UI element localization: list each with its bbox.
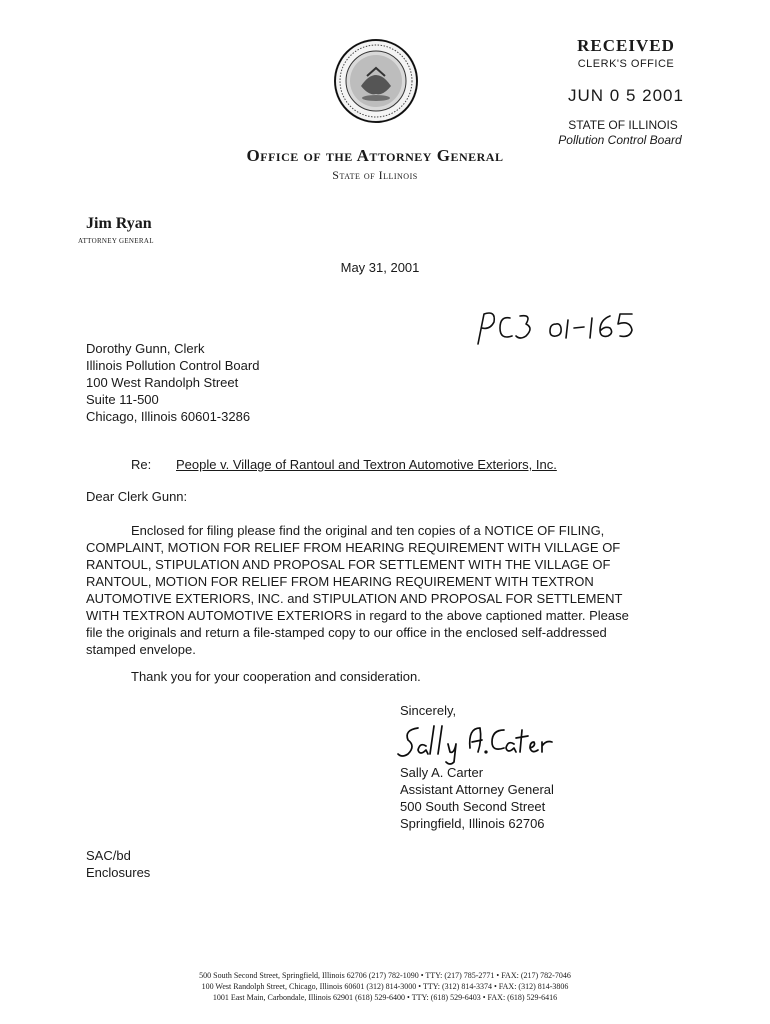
recipient-line: Illinois Pollution Control Board bbox=[86, 358, 260, 373]
signer-line: Springfield, Illinois 62706 bbox=[400, 816, 545, 831]
body-line: Enclosed for filing please find the original and ten copies of a NOTICE OF FILING, bbox=[131, 523, 605, 538]
letter-date: May 31, 2001 bbox=[340, 260, 420, 275]
footer-line: 100 West Randolph Street, Chicago, Illinois 60601 (312) 814-3000 • TTY: (312) 814-3374 • FAX: (312) 814-3806 bbox=[201, 982, 569, 991]
body-paragraph bbox=[86, 522, 656, 658]
recipient-line: Chicago, Illinois 60601-3286 bbox=[86, 409, 251, 424]
received-stamp-board: Pollution Control Board bbox=[558, 133, 682, 147]
recipient-address bbox=[86, 340, 259, 425]
recipient-line: Dorothy Gunn, Clerk bbox=[86, 341, 205, 356]
footer-line: 500 South Second Street, Springfield, Illinois 62706 (217) 782-1090 • TTY: (217) 785-2771 • FAX: (217) 782-7046 bbox=[199, 971, 571, 980]
salutation: Dear Clerk Gunn: bbox=[86, 489, 188, 504]
signer-block bbox=[400, 764, 554, 832]
body-line: COMPLAINT, MOTION FOR RELIEF FROM HEARING REQUIREMENT WITH VILLAGE OF bbox=[86, 540, 621, 555]
office-title-text: Office of the Attorney General bbox=[246, 146, 504, 165]
thanks-line: Thank you for your cooperation and consideration. bbox=[131, 669, 421, 684]
body-line: RANTOUL, STIPULATION AND PROPOSAL FOR SETTLEMENT WITH THE VILLAGE OF bbox=[86, 557, 611, 572]
body-line: stamped envelope. bbox=[86, 642, 196, 657]
handwritten-signature bbox=[396, 718, 556, 766]
handwritten-docket-note bbox=[470, 306, 650, 350]
signer-line: Assistant Attorney General bbox=[400, 782, 554, 797]
signer-line: Sally A. Carter bbox=[400, 765, 484, 780]
received-stamp-office: CLERK'S OFFICE bbox=[577, 58, 675, 70]
footer-addresses bbox=[0, 970, 770, 1003]
footer-line: 1001 East Main, Carbondale, Illinois 62901 (618) 529-6400 • TTY: (618) 529-6403 • FAX: (618) 529-6416 bbox=[212, 993, 558, 1002]
state-seal-icon bbox=[333, 38, 419, 124]
typist-initials: SAC/bd bbox=[86, 848, 131, 863]
office-title bbox=[175, 146, 575, 166]
re-subject: People v. Village of Rantoul and Textron Automotive Exteriors, Inc. bbox=[176, 457, 557, 472]
body-line: AUTOMOTIVE EXTERIORS, INC. and STIPULATION AND PROPOSAL FOR SETTLEMENT bbox=[86, 591, 623, 606]
received-stamp-state: STATE OF ILLINOIS bbox=[568, 118, 678, 132]
office-state bbox=[175, 168, 575, 183]
body-line: file the originals and return a file-stamped copy to our office in the enclosed self-addressed bbox=[86, 625, 607, 640]
office-state-text: State of Illinois bbox=[332, 168, 418, 182]
recipient-line: 100 West Randolph Street bbox=[86, 375, 239, 390]
signer-line: 500 South Second Street bbox=[400, 799, 546, 814]
received-stamp-date: JUN 0 5 2001 bbox=[568, 86, 684, 105]
attorney-general-name: Jim Ryan bbox=[86, 215, 152, 232]
enclosures-note: Enclosures bbox=[86, 865, 151, 880]
recipient-line: Suite 11-500 bbox=[86, 392, 159, 407]
body-line: RANTOUL, MOTION FOR RELIEF FROM HEARING REQUIREMENT WITH TEXTRON bbox=[86, 574, 594, 589]
closing: Sincerely, bbox=[400, 703, 457, 718]
re-label: Re: bbox=[131, 457, 152, 472]
body-line: WITH TEXTRON AUTOMOTIVE EXTERIORS in regard to the above captioned matter. Please bbox=[86, 608, 629, 623]
received-stamp-title: RECEIVED bbox=[577, 36, 675, 55]
attorney-general-title: ATTORNEY GENERAL bbox=[78, 237, 154, 245]
initials-block bbox=[86, 847, 150, 881]
